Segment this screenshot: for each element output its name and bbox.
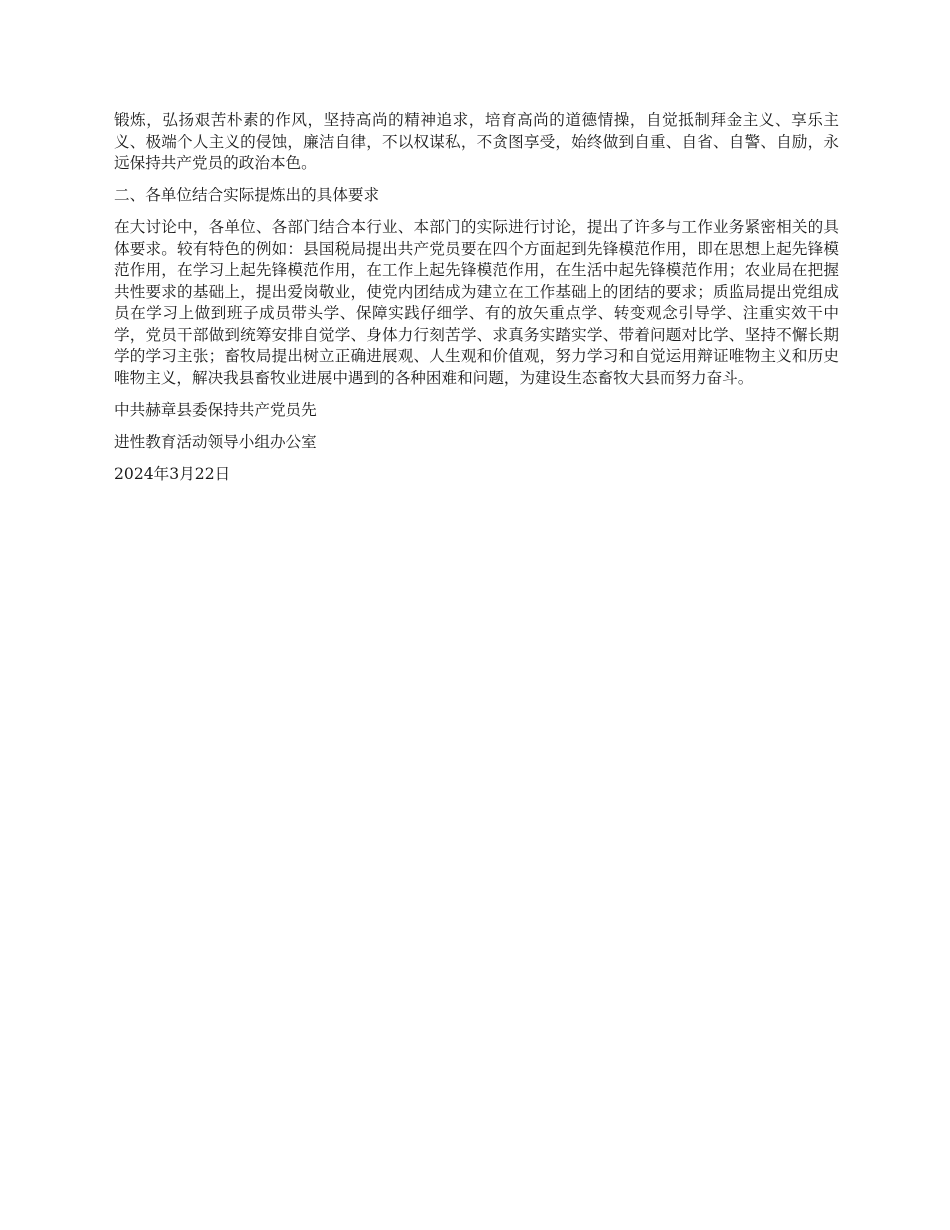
body-paragraph-1: 锻炼，弘扬艰苦朴素的作风，坚持高尚的精神追求，培育高尚的道德情操，自觉抵制拜金主义、享乐主义、极端个人主义的侵蚀，廉洁自律，不以权谋私，不贪图享受，始终做到自重、自省、自警、自励，永远保持共产党员的政治本色。	[114, 111, 839, 172]
section-heading: 二、各单位结合实际提炼出的具体要求	[114, 186, 380, 204]
signature-line-2: 进性教育活动领导小组办公室	[114, 432, 317, 451]
document-date: 2024年3月22日	[114, 464, 231, 483]
signature-line-1: 中共赫章县委保持共产党员先	[114, 400, 317, 419]
body-paragraph-2: 在大讨论中，各单位、各部门结合本行业、本部门的实际进行讨论，提出了许多与工作业务紧密相关的具体要求。较有特色的例如：县国税局提出共产党员要在四个方面起到先锋模范作用，即在思想上起先锋模范作用，在学习上起先锋模范作用，在工作上起先锋模范作用，在生活中起先锋模范作用；农业局在把握共性要求的基础上，提出爱岗敬业，使党内团结成为建立在工作基础上的团结的要求；质监局提出党组成员在学习上做到班子成员带头学、保障实践仔细学、有的放矢重点学、转变观念引导学、注重实效干中学，党员干部做到统筹安排自觉学、身体力行刻苦学、求真务实踏实学、带着问题对比学、坚持不懈长期学的学习主张；畜牧局提出树立正确进展观、人生观和价值观，努力学习和自觉运用辩证唯物主义和历史唯物主义，解决我县畜牧业进展中遇到的各种困难和问题，为建设生态畜牧大县而努力奋斗。	[114, 218, 839, 387]
document-page	[114, 110, 839, 496]
